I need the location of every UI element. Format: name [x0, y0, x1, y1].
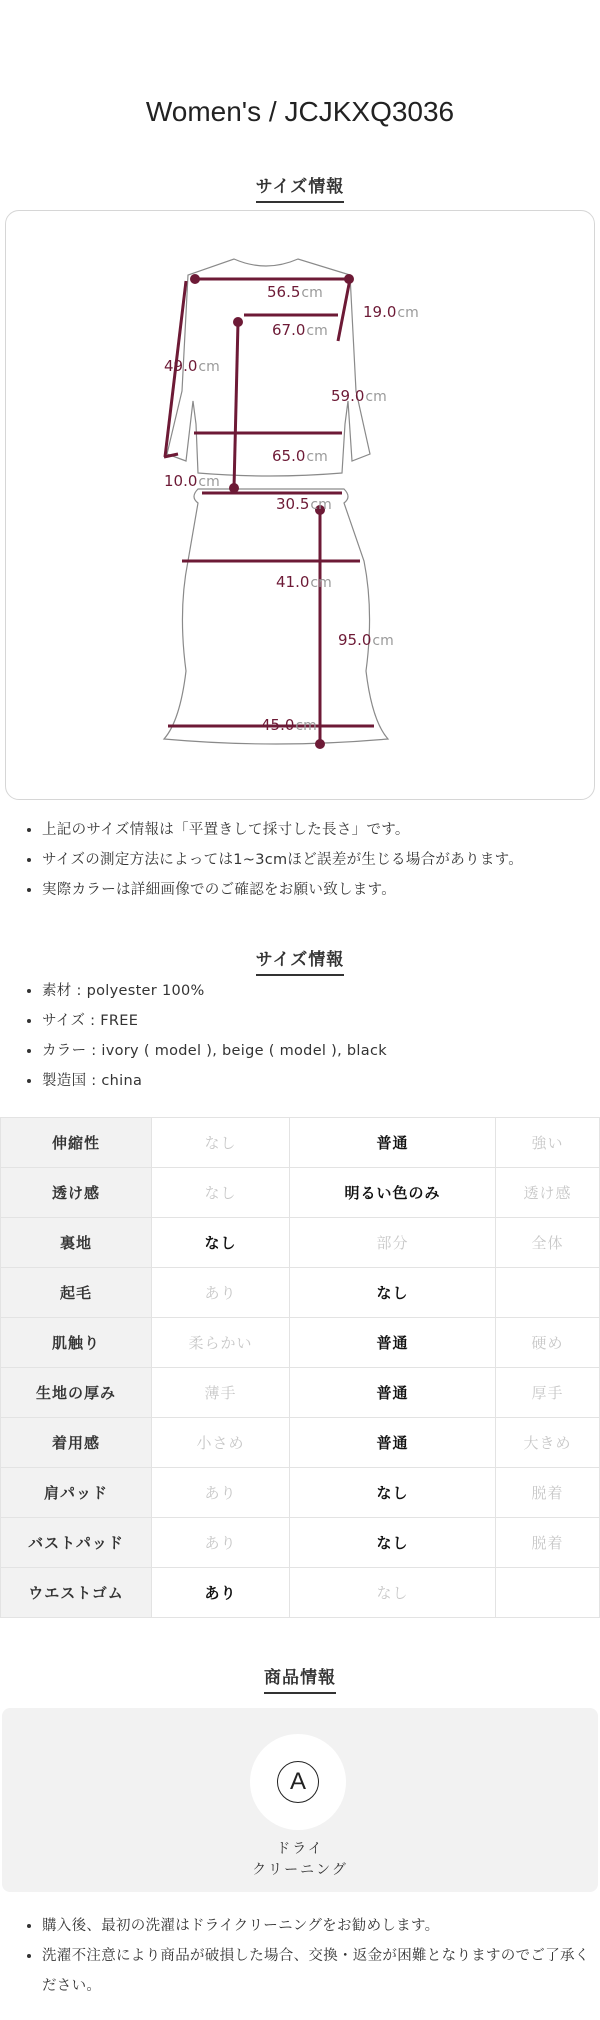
list-item: • 購入後、最初の洗濯はドライクリーニングをお勧めします。: [42, 1911, 600, 1941]
attribute-label: 肩パッド: [1, 1468, 152, 1518]
size-info-heading-text: サイズ情報: [256, 172, 345, 203]
list-item: • 素材 : polyester 100%: [42, 976, 600, 1006]
measure-label-sleeve-length: 49.0cm: [164, 357, 220, 375]
size-info-heading: [0, 172, 600, 203]
table-row: [1, 1518, 600, 1568]
attribute-option: 普通: [290, 1318, 496, 1368]
attribute-label: 起毛: [1, 1268, 152, 1318]
measure-dot: [231, 485, 238, 492]
attribute-option: 普通: [290, 1368, 496, 1418]
table-row: [1, 1268, 600, 1318]
attribute-option: なし: [152, 1118, 290, 1168]
measure-label-top-length: 59.0cm: [331, 387, 387, 405]
table-row: [1, 1318, 600, 1368]
details-list: [22, 976, 600, 1096]
table-row: [1, 1218, 600, 1268]
table-row: [1, 1468, 600, 1518]
measure-label-skirt-hem: 45.0cm: [261, 716, 317, 734]
measure-line-top-length: [234, 322, 238, 488]
attribute-option: [495, 1568, 599, 1618]
measure-line-sleeve-cuff: [338, 279, 350, 341]
attribute-label: 裏地: [1, 1218, 152, 1268]
size-notes-list: [22, 815, 600, 905]
attribute-option: 強い: [495, 1118, 599, 1168]
attribute-option: 大きめ: [495, 1418, 599, 1468]
attribute-label: 着用感: [1, 1418, 152, 1468]
size-diagram: [5, 210, 595, 800]
attribute-option: あり: [152, 1468, 290, 1518]
care-label: [2, 1839, 598, 1881]
measure-label-waist: 30.5cm: [276, 495, 332, 513]
attribute-option: なし: [290, 1268, 496, 1318]
measure-dot: [235, 319, 242, 326]
attribute-option: なし: [290, 1468, 496, 1518]
measure-label-cuff: 10.0cm: [164, 472, 220, 490]
measure-label-chest: 67.0cm: [272, 321, 328, 339]
details-heading: [0, 945, 600, 976]
table-row: [1, 1368, 600, 1418]
list-item: • サイズの測定方法によっては1~3cmほど誤差が生じる場合があります。: [42, 845, 600, 875]
attribute-option: 全体: [495, 1218, 599, 1268]
attribute-option: なし: [152, 1168, 290, 1218]
attribute-option: 厚手: [495, 1368, 599, 1418]
list-item: • 洗濯不注意により商品が破損した場合、交換・返金が困難となりますのでご了承ください。: [42, 1941, 600, 2001]
attribute-option: 小さめ: [152, 1418, 290, 1468]
attribute-option: 薄手: [152, 1368, 290, 1418]
list-item: • 上記のサイズ情報は「平置きして採寸した長さ」です。: [42, 815, 600, 845]
measure-label-hem: 65.0cm: [272, 447, 328, 465]
measure-dot: [192, 276, 199, 283]
attribute-label: バストパッド: [1, 1518, 152, 1568]
care-icon-circle: [250, 1734, 346, 1830]
table-row: [1, 1418, 600, 1468]
attribute-label: ウエストゴム: [1, 1568, 152, 1618]
fabric-attributes-table: [0, 1117, 600, 1618]
measure-label-sleeve-cuff: 19.0cm: [363, 303, 419, 321]
product-info-heading-text: 商品情報: [264, 1663, 336, 1694]
measure-label-hip: 41.0cm: [276, 573, 332, 591]
attribute-label: 伸縮性: [1, 1118, 152, 1168]
list-item: • 製造国 : china: [42, 1066, 600, 1096]
measure-dot: [346, 276, 353, 283]
care-notes-list: [22, 1911, 600, 2001]
measure-label-shoulder: 56.5cm: [267, 283, 323, 301]
table-row: [1, 1118, 600, 1168]
attribute-option: [495, 1268, 599, 1318]
skirt-outline: [164, 489, 388, 744]
product-title: Women's / JCJKXQ3036: [145, 96, 455, 127]
attribute-option: 透け感: [495, 1168, 599, 1218]
attribute-label: 生地の厚み: [1, 1368, 152, 1418]
attribute-option: あり: [152, 1568, 290, 1618]
attribute-option: 脱着: [495, 1518, 599, 1568]
attribute-option: なし: [290, 1568, 496, 1618]
dry-clean-a-icon: A: [277, 1761, 319, 1803]
table-row: [1, 1568, 600, 1618]
measure-dot: [317, 741, 324, 748]
measure-label-skirt-length: 95.0cm: [338, 631, 394, 649]
attribute-option: 普通: [290, 1118, 496, 1168]
care-label-line2: クリーニング: [252, 1862, 348, 1878]
attributes-body: [1, 1118, 600, 1618]
attribute-label: 肌触り: [1, 1318, 152, 1368]
details-heading-text: サイズ情報: [256, 945, 345, 976]
list-item: • カラー : ivory ( model ), beige ( model ), black: [42, 1036, 600, 1066]
attribute-option: あり: [152, 1268, 290, 1318]
list-item: • 実際カラーは詳細画像でのご確認をお願い致します。: [42, 875, 600, 905]
attribute-option: なし: [152, 1218, 290, 1268]
attribute-option: なし: [290, 1518, 496, 1568]
attribute-option: 脱着: [495, 1468, 599, 1518]
attribute-label: 透け感: [1, 1168, 152, 1218]
care-instructions-panel: [2, 1708, 598, 1892]
attribute-option: あり: [152, 1518, 290, 1568]
measure-lines: [164, 276, 374, 748]
attribute-option: 部分: [290, 1218, 496, 1268]
list-item: • サイズ : FREE: [42, 1006, 600, 1036]
product-info-heading: [0, 1663, 600, 1694]
attribute-option: 明るい色のみ: [290, 1168, 496, 1218]
attribute-option: 硬め: [495, 1318, 599, 1368]
attribute-option: 普通: [290, 1418, 496, 1468]
care-label-line1: ドライ: [276, 1841, 324, 1857]
attribute-option: 柔らかい: [152, 1318, 290, 1368]
table-row: [1, 1168, 600, 1218]
